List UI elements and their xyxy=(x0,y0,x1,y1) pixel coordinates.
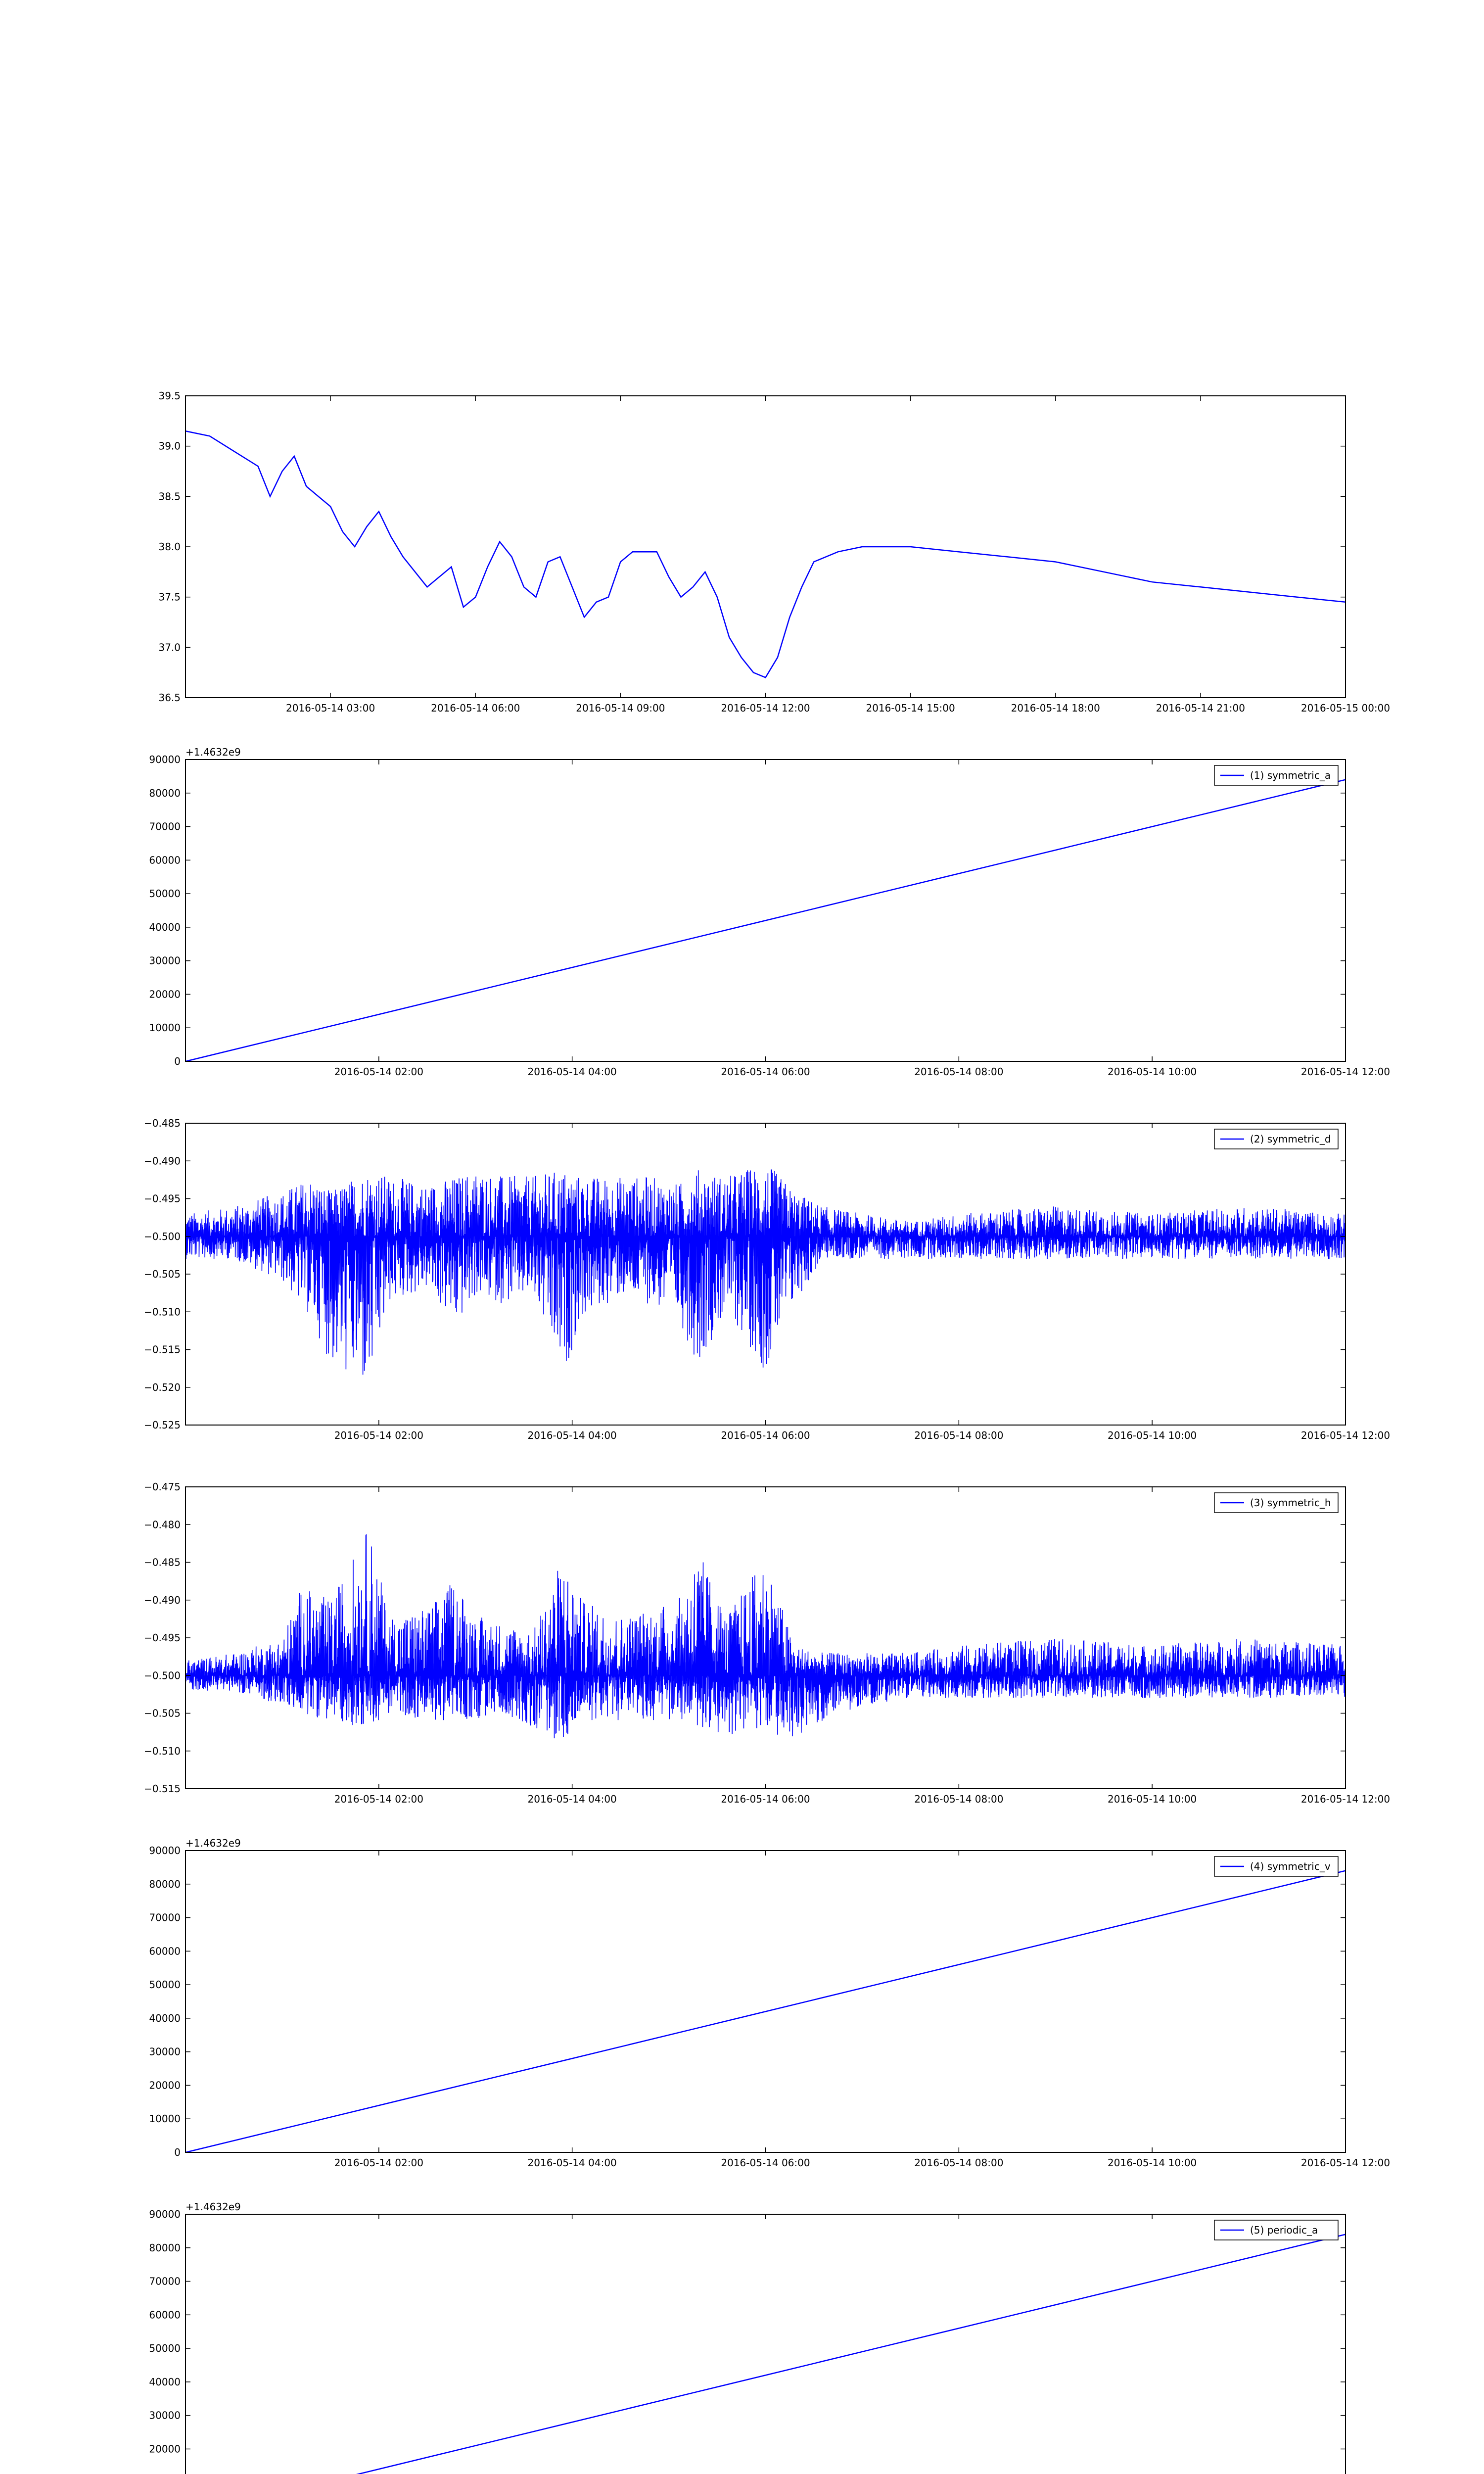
axes-frame xyxy=(186,2214,1345,2474)
y-tick-label: 70000 xyxy=(149,2275,181,2287)
x-tick-label: 2016-05-14 10:00 xyxy=(1108,2157,1197,2169)
legend-label: (4) symmetric_v xyxy=(1250,1860,1331,1872)
y-tick-label: −0.475 xyxy=(143,1481,181,1493)
y-tick-label: 60000 xyxy=(149,854,181,866)
y-tick-label: 40000 xyxy=(149,921,181,933)
y-tick-label: 20000 xyxy=(149,988,181,1000)
y-tick-label: 90000 xyxy=(149,2208,181,2220)
y-tick-label: 38.5 xyxy=(158,490,181,503)
y-tick-label: 40000 xyxy=(149,2376,181,2388)
y-tick-label: −0.490 xyxy=(143,1594,181,1606)
legend-label: (2) symmetric_d xyxy=(1250,1133,1331,1145)
y-offset-label: +1.4632e9 xyxy=(186,746,241,758)
y-tick-label: −0.515 xyxy=(143,1343,181,1356)
y-tick-label: −0.480 xyxy=(143,1519,181,1531)
axes-frame xyxy=(186,396,1345,698)
y-tick-label: 30000 xyxy=(149,2409,181,2422)
y-tick-label: −0.505 xyxy=(143,1268,181,1280)
x-tick-label: 2016-05-14 06:00 xyxy=(721,1793,810,1805)
y-tick-label: 50000 xyxy=(149,1979,181,1991)
series-line xyxy=(186,1534,1345,1738)
x-tick-label: 2016-05-14 04:00 xyxy=(527,1429,617,1441)
x-tick-label: 2016-05-14 03:00 xyxy=(286,702,375,714)
chart-6 xyxy=(149,2201,1390,2474)
x-tick-label: 2016-05-14 15:00 xyxy=(866,702,955,714)
y-tick-label: 90000 xyxy=(149,754,181,765)
y-tick-label: 30000 xyxy=(149,954,181,967)
x-tick-label: 2016-05-14 06:00 xyxy=(721,1066,810,1078)
x-tick-label: 2016-05-14 06:00 xyxy=(431,702,520,714)
y-tick-label: −0.510 xyxy=(143,1745,181,1757)
series-line xyxy=(186,2235,1345,2474)
axes-frame xyxy=(186,760,1345,1061)
legend-label: (5) periodic_a xyxy=(1250,2224,1318,2236)
x-tick-label: 2016-05-14 08:00 xyxy=(914,1429,1004,1441)
y-tick-label: −0.510 xyxy=(143,1306,181,1318)
axes-frame xyxy=(186,1851,1345,2152)
y-tick-label: 20000 xyxy=(149,2443,181,2455)
x-tick-label: 2016-05-14 06:00 xyxy=(721,1429,810,1441)
x-tick-label: 2016-05-14 04:00 xyxy=(527,2157,617,2169)
x-tick-label: 2016-05-14 12:00 xyxy=(721,702,810,714)
x-tick-label: 2016-05-14 04:00 xyxy=(527,1793,617,1805)
x-tick-label: 2016-05-14 02:00 xyxy=(334,2157,423,2169)
x-tick-label: 2016-05-14 18:00 xyxy=(1011,702,1100,714)
y-tick-label: 80000 xyxy=(149,1878,181,1890)
series-line xyxy=(186,431,1345,677)
x-tick-label: 2016-05-14 12:00 xyxy=(1300,1793,1391,1805)
y-tick-label: 50000 xyxy=(149,888,181,900)
y-tick-label: −0.485 xyxy=(143,1556,181,1569)
y-tick-label: 70000 xyxy=(149,1911,181,1924)
y-tick-label: 80000 xyxy=(149,787,181,799)
series-line xyxy=(186,1871,1345,2152)
y-tick-label: −0.500 xyxy=(143,1669,181,1682)
y-offset-label: +1.4632e9 xyxy=(186,2201,241,2213)
y-tick-label: 37.5 xyxy=(158,591,181,603)
y-tick-label: −0.490 xyxy=(143,1155,181,1167)
x-tick-label: 2016-05-14 12:00 xyxy=(1300,1429,1391,1441)
y-tick-label: 37.0 xyxy=(158,641,181,654)
y-tick-label: 40000 xyxy=(149,2012,181,2024)
x-tick-label: 2016-05-14 08:00 xyxy=(914,1066,1004,1078)
y-tick-label: 80000 xyxy=(149,2241,181,2254)
y-tick-label: 0 xyxy=(174,2146,181,2158)
y-tick-label: 10000 xyxy=(149,2113,181,2125)
y-tick-label: 70000 xyxy=(149,820,181,833)
y-tick-label: −0.520 xyxy=(143,1381,181,1393)
y-tick-label: 60000 xyxy=(149,1945,181,1957)
x-tick-label: 2016-05-14 12:00 xyxy=(1300,1066,1391,1078)
x-tick-label: 2016-05-14 08:00 xyxy=(914,1793,1004,1805)
y-tick-label: 0 xyxy=(174,1055,181,1067)
x-tick-label: 2016-05-14 09:00 xyxy=(576,702,665,714)
series-line xyxy=(186,780,1345,1061)
y-tick-label: −0.500 xyxy=(143,1230,181,1242)
chart-5 xyxy=(149,1837,1390,2169)
series-line xyxy=(186,1170,1345,1375)
x-tick-label: 2016-05-14 10:00 xyxy=(1108,1066,1197,1078)
x-tick-label: 2016-05-14 02:00 xyxy=(334,1429,423,1441)
y-tick-label: 39.0 xyxy=(158,440,181,452)
x-tick-label: 2016-05-14 04:00 xyxy=(527,1066,617,1078)
x-tick-label: 2016-05-14 21:00 xyxy=(1156,702,1245,714)
y-tick-label: −0.495 xyxy=(143,1192,181,1205)
y-tick-label: 20000 xyxy=(149,2079,181,2092)
x-tick-label: 2016-05-14 02:00 xyxy=(334,1066,423,1078)
y-tick-label: 50000 xyxy=(149,2342,181,2355)
legend-label: (3) symmetric_h xyxy=(1250,1497,1331,1509)
y-tick-label: −0.505 xyxy=(143,1707,181,1719)
y-tick-label: 30000 xyxy=(149,2046,181,2058)
y-tick-label: −0.485 xyxy=(143,1117,181,1129)
x-tick-label: 2016-05-14 12:00 xyxy=(1300,2157,1391,2169)
y-tick-label: −0.515 xyxy=(143,1783,181,1795)
chart-4 xyxy=(144,1481,1390,1805)
chart-3 xyxy=(144,1117,1390,1441)
x-tick-label: 2016-05-14 10:00 xyxy=(1108,1429,1197,1441)
x-tick-label: 2016-05-14 10:00 xyxy=(1108,1793,1197,1805)
y-tick-label: 10000 xyxy=(149,1022,181,1034)
y-tick-label: 39.5 xyxy=(158,390,181,402)
y-tick-label: 90000 xyxy=(149,1845,181,1856)
x-tick-label: 2016-05-14 08:00 xyxy=(914,2157,1004,2169)
legend-label: (1) symmetric_a xyxy=(1250,769,1331,781)
chart-2 xyxy=(149,746,1390,1078)
chart-1 xyxy=(158,390,1390,714)
y-tick-label: 38.0 xyxy=(158,541,181,553)
y-tick-label: 36.5 xyxy=(158,692,181,704)
y-tick-label: −0.495 xyxy=(143,1632,181,1644)
y-tick-label: −0.525 xyxy=(143,1419,181,1431)
y-offset-label: +1.4632e9 xyxy=(186,1837,241,1849)
x-tick-label: 2016-05-14 06:00 xyxy=(721,2157,810,2169)
y-tick-label: 60000 xyxy=(149,2309,181,2321)
x-tick-label: 2016-05-14 02:00 xyxy=(334,1793,423,1805)
x-tick-label: 2016-05-15 00:00 xyxy=(1300,702,1391,714)
